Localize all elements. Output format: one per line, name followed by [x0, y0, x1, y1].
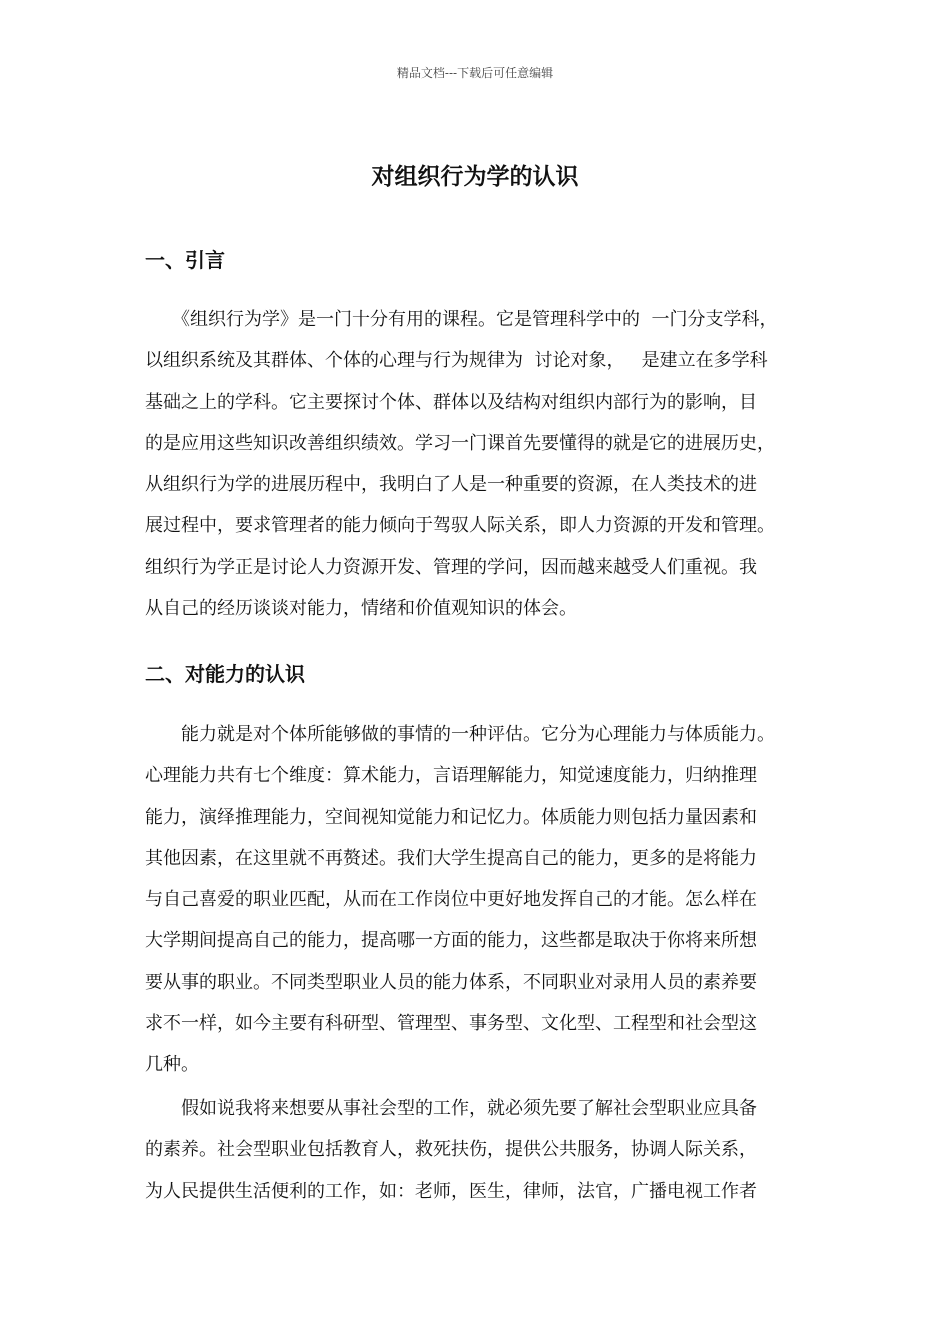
paragraph-line: 基础之上的学科。它主要探讨个体、群体以及结构对组织内部行为的影响，目 [145, 391, 757, 413]
paragraph-introduction [145, 299, 777, 629]
paragraph-line: 的素养。社会型职业包括教育人，救死扶伤，提供公共服务，协调人际关系， [145, 1139, 757, 1161]
paragraph-ability-definition [145, 714, 775, 1086]
header-watermark: 精品文档---下载后可任意编辑 [396, 66, 554, 80]
paragraph-line: 假如说我将来想要从事社会型的工作，就必须先要了解社会型职业应具备 [145, 1098, 757, 1119]
paragraph-social-career [145, 1088, 757, 1212]
paragraph-line: 几种。 [145, 1054, 199, 1076]
paragraph-line: 展过程中，要求管理者的能力倾向于驾驭人际关系，即人力资源的开发和管理。 [145, 515, 775, 537]
section-heading-introduction: 一、引言 [145, 248, 225, 272]
paragraph-line: 的是应用这些知识改善组织绩效。学习一门课首先要懂得的就是它的进展历史， [145, 432, 775, 454]
paragraph-line: 求不一样，如今主要有科研型、管理型、事务型、文化型、工程型和社会型这 [145, 1013, 757, 1035]
paragraph-line: 要从事的职业。不同类型职业人员的能力体系，不同职业对录用人员的素养要 [145, 971, 757, 993]
paragraph-line: 能力，演绎推理能力，空间视知觉能力和记忆力。体质能力则包括力量因素和 [145, 806, 757, 828]
section-heading-ability: 二、对能力的认识 [145, 662, 305, 686]
paragraph-line: 大学期间提高自己的能力，提高哪一方面的能力，这些都是取决于你将来所想 [145, 930, 757, 952]
paragraph-line: 能力就是对个体所能够做的事情的一种评估。它分为心理能力与体质能力。 [145, 724, 775, 745]
paragraph-line: 从自己的经历谈谈对能力，情绪和价值观知识的体会。 [145, 598, 577, 620]
document-title: 对组织行为学的认识 [371, 164, 579, 190]
paragraph-line: 从组织行为学的进展历程中，我明白了人是一种重要的资源，在人类技术的进 [145, 474, 757, 496]
paragraph-line: 以组织系统及其群体、个体的心理与行为规律为 讨论对象， 是建立在多学科 [145, 350, 768, 372]
paragraph-line: 为人民提供生活便利的工作，如：老师，医生，律师，法官，广播电视工作者 [145, 1180, 757, 1202]
paragraph-line: 组织行为学正是讨论人力资源开发、管理的学问，因而越来越受人们重视。我 [145, 556, 757, 578]
paragraph-line: 与自己喜爱的职业匹配，从而在工作岗位中更好地发挥自己的才能。怎么样在 [145, 889, 757, 911]
paragraph-line: 其他因素，在这里就不再赘述。我们大学生提高自己的能力，更多的是将能力 [145, 847, 757, 869]
paragraph-line: 《组织行为学》是一门十分有用的课程。它是管理科学中的 一门分支学科， [145, 309, 778, 330]
paragraph-line: 心理能力共有七个维度：算术能力，言语理解能力，知觉速度能力，归纳推理 [145, 765, 757, 787]
